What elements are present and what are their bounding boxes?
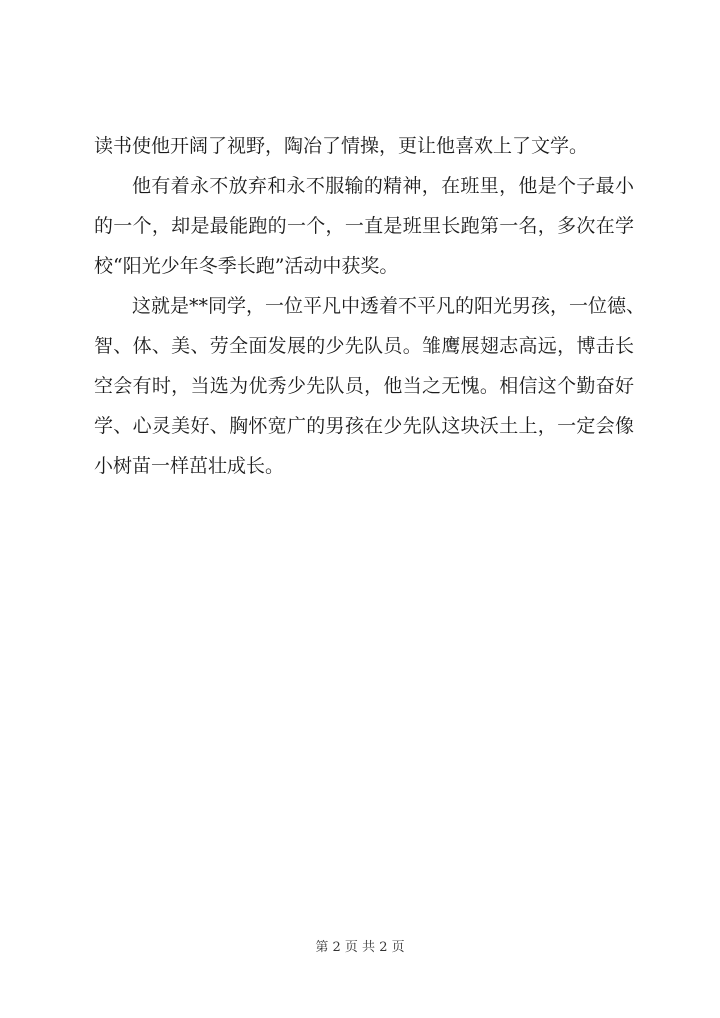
paragraph-line: 智、体、美、劳全面发展的少先队员。雏鹰展翅志高远，博击长	[94, 335, 634, 357]
document-body	[94, 126, 646, 486]
paragraph-line: 读书使他开阔了视野，陶冶了情操，更让他喜欢上了文学。	[94, 135, 589, 157]
paragraph-line: 他有着永不放弃和永不服输的精神，在班里，他是个子最小	[132, 175, 634, 197]
paragraph-line: 这就是**同学，一位平凡中透着不平凡的阳光男孩，一位德、	[132, 295, 646, 317]
paragraph-line: 空会有时，当选为优秀少先队员，他当之无愧。相信这个勤奋好	[94, 375, 634, 397]
page-number-footer: 第 2 页 共 2 页	[315, 940, 405, 955]
paragraph-line: 小树苗一样茁壮成长。	[94, 455, 285, 477]
paragraph-line: 的一个，却是最能跑的一个，一直是班里长跑第一名，多次在学	[94, 215, 634, 237]
paragraph-line: 学、心灵美好、胸怀宽广的男孩在少先队这块沃土上，一定会像	[94, 415, 634, 437]
paragraph-line: 校“阳光少年冬季长跑”活动中获奖。	[94, 255, 399, 277]
